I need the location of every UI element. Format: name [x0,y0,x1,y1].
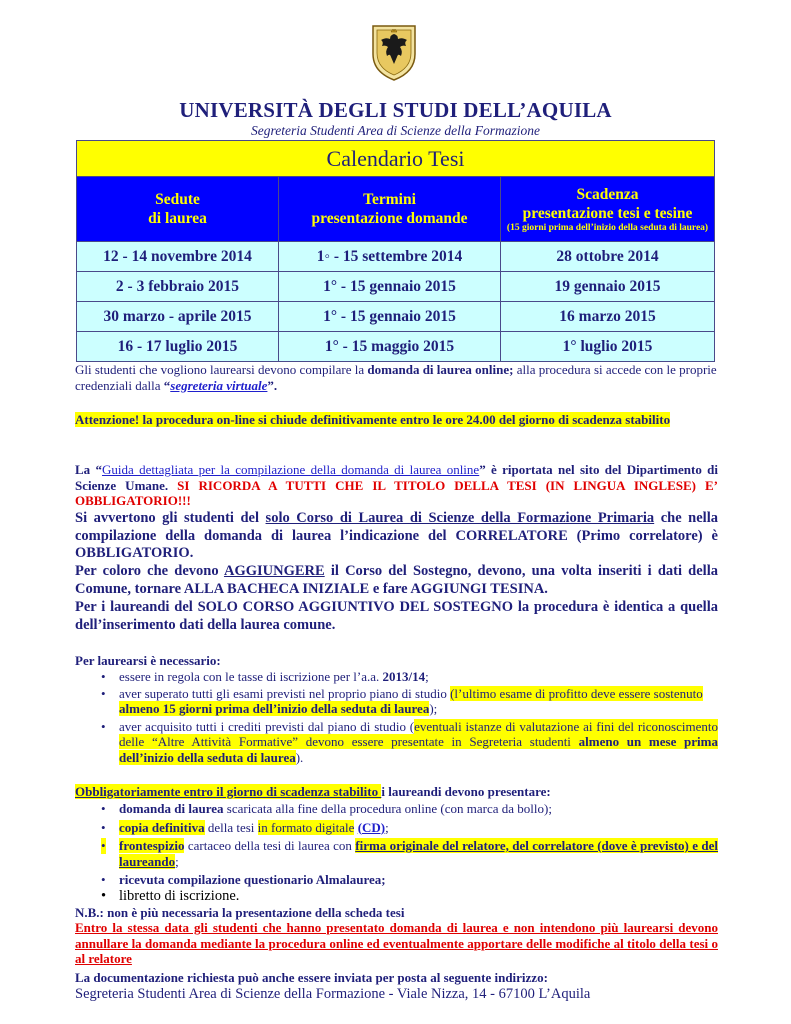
text: essere in regola con le tasse di iscrizione per l’a.a. [119,669,383,684]
postal-address: Segreteria Studenti Area di Scienze della Formazione - Viale Nizza, 14 - 67100 L’Aquila [75,986,591,1002]
text: La “ [75,462,103,477]
table-cell: 2 - 3 febbraio 2015 [77,272,279,302]
office-name: Segreteria Studenti Area di Scienze della Formazione [251,123,540,138]
text: Obbligatoriamente entro il giorno di scadenza stabilito [75,784,382,799]
text: in formato digitale [257,819,355,835]
text: aver acquisito tutti i crediti previsti dal piano di studio ( [119,718,415,734]
table-cell: 12 - 14 novembre 2014 [77,242,279,272]
text: Si avvertono gli studenti del [75,510,266,526]
segreteria-virtuale-link[interactable]: segreteria virtuale [170,377,268,393]
text: AGGIUNGERE [223,563,325,579]
bullet-icon: • [101,819,106,835]
list-item [75,820,718,836]
text: ); [429,701,438,716]
table-cell: 1° - 15 gennaio 2015 [279,272,501,302]
calendar-title: Calendario Tesi [77,141,715,177]
text: Gli studenti che vogliono laurearsi devono compilare la [75,362,368,377]
column-header-sedute [77,177,279,242]
text: Per coloro che devono [75,563,224,579]
bullet-icon: • [101,685,106,701]
list-item [75,838,718,869]
column-header-line: presentazione tesi e tesine [522,204,693,222]
text: il Corso del Sostegno, devono, una volta inseriti i dati della Comune, tornare ALLA BACHECA INIZIALE e fare AGGIUNGI TESINA. [75,563,718,597]
table-row [77,242,715,272]
text: domanda di laurea [119,801,224,816]
list-item [75,889,718,905]
list-item [75,719,718,766]
sostegno-only-notice [75,599,718,634]
correlatore-notice [75,510,718,563]
text: almeno 15 giorni prima dell’inizio della seduta di laurea [119,701,430,716]
table-cell: 1° - 15 maggio 2015 [279,332,501,362]
text: firma originale del relatore, del correlatore (dove è previsto) e del laureando [119,838,718,869]
bullet-icon: • [101,801,106,816]
text: (l’ultimo esame di profitto deve essere sostenuto [450,685,703,701]
column-header-termini [279,177,501,242]
text: ricevuta compilazione questionario Almalaurea; [119,872,386,887]
table-row [77,272,715,302]
text: almeno un mese prima dell’inizio della seduta di laurea [119,734,718,765]
bullet-icon: • [101,669,106,684]
table-cell: 28 ottobre 2014 [501,242,715,272]
coat-of-arms-eagle-icon [369,20,419,82]
bullet-icon: • [101,872,106,887]
column-header-line: Scadenza [576,185,639,203]
text: eventuali istanze di valutazione ai fini del riconoscimento delle “Altre Attività Formative” devono essere presentate in Segreteria studenti [119,718,718,749]
table-row [77,302,715,332]
text: ; [425,669,429,684]
text: (CD) [357,819,386,835]
column-header-line: presentazione domande [311,210,468,227]
bullet-icon: • [101,718,106,734]
requirements-list [75,669,718,765]
text: aver superato tutti gli esami previsti nel proprio piano di studio [119,685,451,701]
list-item [75,686,718,717]
column-header-line: Sedute [155,191,200,208]
column-header-line: di laurea [148,210,207,227]
list-item [75,801,718,817]
table-cell: 16 marzo 2015 [501,302,715,332]
column-header-scadenza [501,177,715,242]
text: “ [163,377,171,393]
sostegno-notice [75,563,718,598]
text: ; [175,853,179,869]
text: 2013/14 [382,669,426,684]
text: ; [385,819,389,835]
cancellation-warning: Entro la stessa data gli studenti che hanno presentato domanda di laurea e non intendono più laurearsi devono annullare la domanda mediante la procedura online ed eventualmente apportare delle modifiche al titolo della tesi o al relatore [75,920,718,966]
text: ” è riportata nel sito del Dipartimento di Scienze Umane. [75,462,719,493]
table-cell: 1° - 15 gennaio 2015 [279,302,501,332]
text: scaricata alla fine della procedura online (con marca da bollo); [223,801,552,816]
table-cell: 1° luglio 2015 [501,332,715,362]
column-header-line: Termini [363,191,416,208]
list-item [75,669,718,685]
text: Per i laureandi del SOLO CORSO AGGIUNTIVO DEL SOSTEGNO la procedura è identica a quella dell’inserimento dati della laurea comune. [75,599,718,633]
university-name: UNIVERSITÀ DEGLI STUDI DELL’AQUILA [179,98,612,122]
table-cell: 1◦ - 15 settembre 2014 [279,242,501,272]
table-cell: 16 - 17 luglio 2015 [77,332,279,362]
text: libretto di iscrizione. [119,887,240,904]
mandatory-list [75,801,718,904]
text: solo Corso di Laurea di Scienze della Formazione Primaria [265,510,655,526]
attention-paragraph [75,412,718,428]
title-requirement-warning: SI RICORDA A TUTTI CHE IL TITOLO DELLA TESI (IN LINGUA INGLESE) E’ OBBLIGATORIO!!! [75,477,718,508]
list-item [75,872,718,888]
text: che nella compilazione della domanda di laurea l’indicazione del CORRELATORE (Primo correlatore) è OBBLIGATORIO. [75,510,718,561]
table-cell: 30 marzo - aprile 2015 [77,302,279,332]
bullet-icon: • [101,887,107,904]
requirements-heading: Per laurearsi è necessario: [75,653,221,668]
attention-text: Attenzione! la procedura on-line si chiude definitivamente entro le ore 24.00 del giorno di scadenza stabilito [75,412,671,427]
text: ”. [267,377,278,393]
calendar-table [76,140,715,362]
mandatory-heading [75,784,718,800]
text: copia definitiva [119,819,205,835]
table-row [77,332,715,362]
text: domanda di laurea online; [367,362,514,377]
guide-link[interactable]: Guida dettagliata per la compilazione della domanda di laurea online [102,462,480,477]
text: cartaceo della tesi di laurea con [184,838,356,853]
nb-note: N.B.: non è più necessaria la presentazione della scheda tesi [75,905,405,920]
column-header-note: (15 giorni prima dell’inizio della seduta di laurea) [506,222,709,233]
intro-paragraph [75,362,718,393]
text: ). [295,749,304,765]
text: della tesi [204,819,258,835]
mail-note: La documentazione richiesta può anche essere inviata per posta al seguente indirizzo: [75,970,548,985]
text: alla procedura si accede con le proprie credenziali dalla [75,362,717,393]
table-cell: 19 gennaio 2015 [501,272,715,302]
bullet-icon: • [101,838,106,853]
text: i laureandi devono presentare: [381,784,551,799]
guide-paragraph [75,462,718,509]
text: frontespizio [119,838,185,853]
